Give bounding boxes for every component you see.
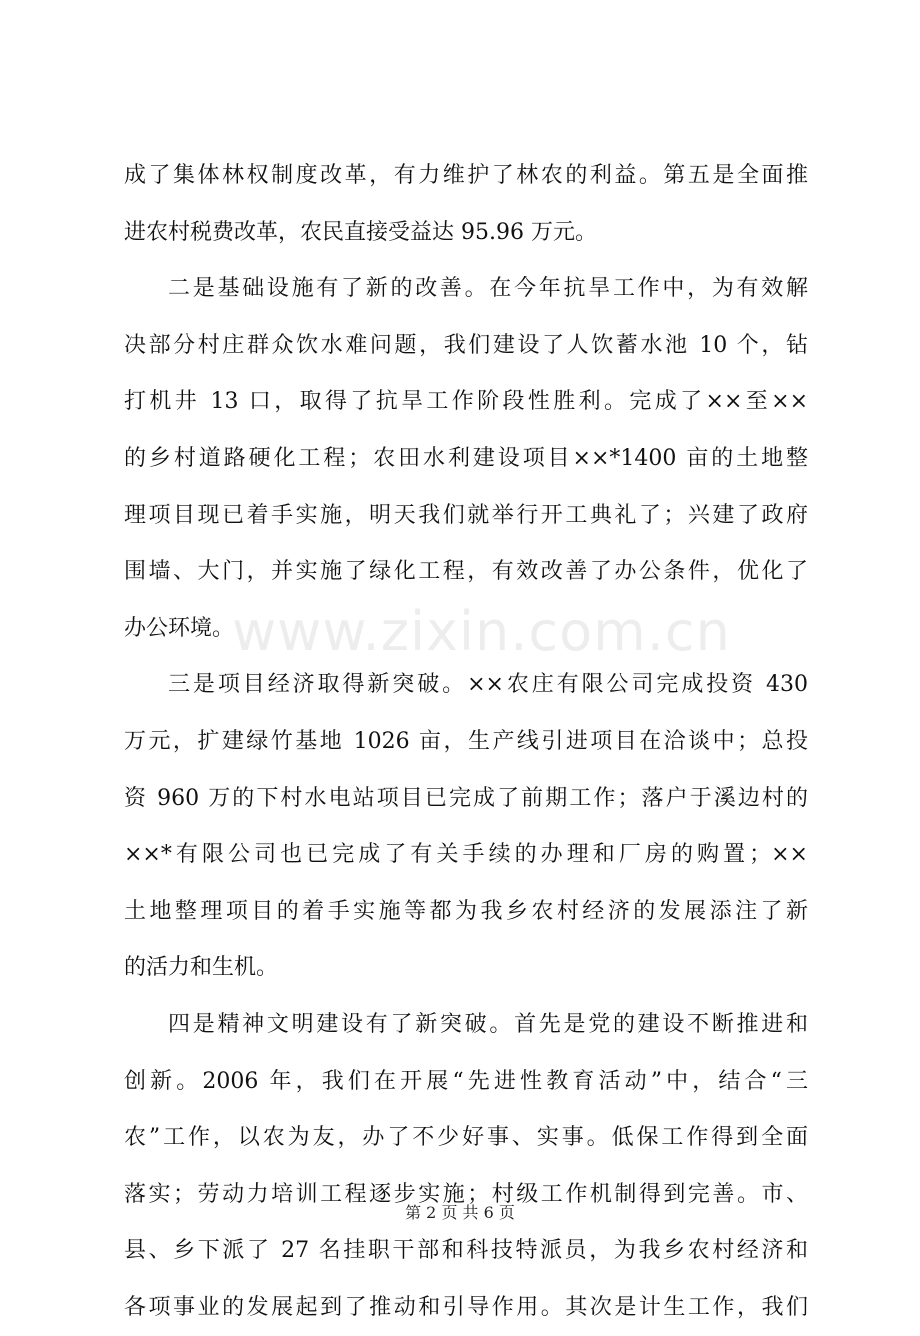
text-line: 三是项目经济取得新突破。××农庄有限公司完成投资 430 — [168, 672, 808, 698]
text-line: 成了集体林权制度改革，有力维护了林农的利益。第五是全面推 — [124, 163, 808, 188]
text-line: 决部分村庄群众饮水难问题，我们建设了人饮蓄水池 10 个，钻 — [124, 332, 808, 358]
text-line: 二是基础设施有了新的改善。在今年抗旱工作中，为有效解 — [168, 276, 808, 302]
watermark: www.zixin.com.cn — [232, 600, 731, 663]
text-line: 县、乡下派了 27 名挂职干部和科技特派员，为我乡农村经济和 — [124, 1238, 808, 1264]
text-line: 各项事业的发展起到了推动和引导作用。其次是计生工作，我们 — [124, 1294, 808, 1320]
text-line: 土地整理项目的着手实施等都为我乡农村经济的发展添注了新 — [124, 898, 808, 924]
text-line: 农”工作，以农为友，办了不少好事、实事。低保工作得到全面 — [124, 1125, 808, 1151]
text-line: 的活力和生机。 — [124, 955, 279, 981]
text-line: 落实；劳动力培训工程逐步实施；村级工作机制得到完善。市、 — [124, 1181, 808, 1207]
text-line: 四是精神文明建设有了新突破。首先是党的建设不断推进和 — [168, 1011, 808, 1037]
text-line: 创新。2006 年，我们在开展“先进性教育活动”中，结合“三 — [124, 1068, 808, 1094]
text-line: ××*有限公司也已完成了有关手续的办理和厂房的购置；×× — [124, 842, 808, 868]
text-line: 打机井 13 口，取得了抗旱工作阶段性胜利。完成了××至×× — [124, 389, 808, 415]
text-line: 的乡村道路硬化工程；农田水利建设项目××*1400 亩的土地整 — [124, 445, 808, 471]
text-line: 理项目现已着手实施，明天我们就举行开工典礼了；兴建了政府 — [124, 502, 808, 528]
text-line: 办公环境。 — [124, 615, 235, 641]
text-line: 资 960 万的下村水电站项目已完成了前期工作；落户于溪边村的 — [124, 785, 808, 811]
text-line: 围墙、大门，并实施了绿化工程，有效改善了办公条件，优化了 — [124, 559, 808, 585]
text-line: 进农村税费改革，农民直接受益达 95.96 万元。 — [124, 219, 597, 245]
document-body — [124, 148, 808, 1336]
page-footer: 第 2 页 共 6 页 — [405, 1203, 515, 1222]
text-line: 万元，扩建绿竹基地 1026 亩，生产线引进项目在洽谈中；总投 — [124, 728, 808, 754]
